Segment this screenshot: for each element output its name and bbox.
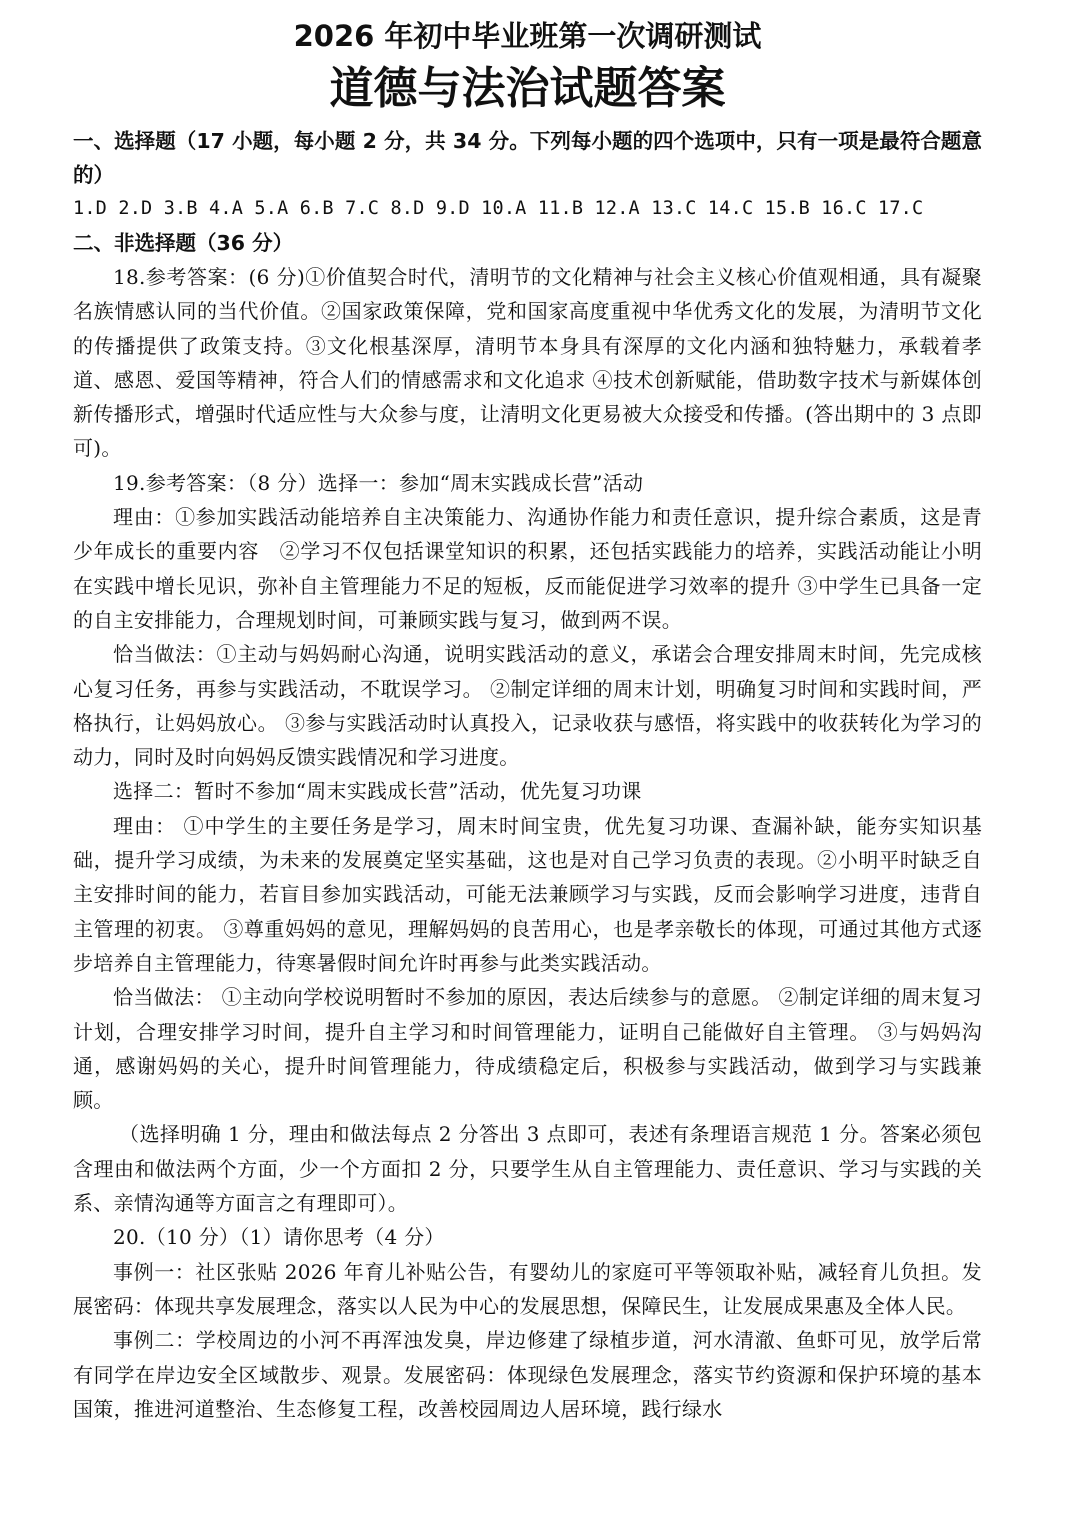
section2-heading: 二、非选择题（36 分）	[73, 231, 294, 255]
section1-heading: 一、选择题（17 小题，每小题 2 分，共 34 分。下列每小题的四个选项中，只有一项是最符合题意的）	[73, 129, 982, 187]
q19-option2-heading: 选择二：暂时不参加“周末实践成长营”活动，优先复习功课	[113, 779, 642, 804]
choice-answers: 1.D 2.D 3.B 4.A 5.A 6.B 7.C 8.D 9.D 10.A 11.B 12.A 13.C 14.C 15.B 16.C 17.C	[73, 198, 924, 219]
q18-answer: 18.参考答案：(6 分)①价值契合时代，清明节的文化精神与社会主义核心价值观相通，具有凝聚名族情感认同的当代价值。②国家政策保障，党和国家高度重视中华优秀文化的发展，为清明节文化的传播提供了政策支持。③文化根基深厚，清明节本身具有深厚的文化内涵和独特魅力，承载着孝道、感恩、爱国等精神，符合人们的情感需求和文化追求 ④技术创新赋能，借助数字技术与新媒体创新传播形式，增强时代适应性与大众参与度，让清明文化更易被大众接受和传播。(答出期中的 3 点即可)。	[73, 265, 982, 461]
q19-option1-actions: 恰当做法：①主动与妈妈耐心沟通，说明实践活动的意义，承诺会合理安排周末时间，先完成核心复习任务，再参与实践活动，不耽误学习。 ②制定详细的周末计划，明确复习时间和实践时间，严格执行，让妈妈放心。 ③参与实践活动时认真投入，记录收获与感悟，将实践中的收获转化为学习的动力，同时及时向妈妈反馈实践情况和学习进度。	[73, 642, 982, 770]
q20-example2: 事例二：学校周边的小河不再浑浊发臭，岸边修建了绿植步道，河水清澈、鱼虾可见，放学后常有同学在岸边安全区域散步、观景。发展密码：体现绿色发展理念，落实节约资源和保护环境的基本国策，推进河道整治、生态修复工程，改善校园周边人居环境，践行绿水	[73, 1328, 982, 1421]
exam-title: 2026 年初中毕业班第一次调研测试	[293, 19, 762, 53]
q20-heading: 20.（10 分）（1）请你思考（4 分）	[113, 1225, 445, 1250]
q19-heading: 19.参考答案：（8 分）选择一：参加“周末实践成长营”活动	[113, 470, 644, 495]
q19-option1-reasons: 理由：①参加实践活动能培养自主决策能力、沟通协作能力和责任意识，提升综合素质，这是青少年成长的重要内容 ②学习不仅包括课堂知识的积累，还包括实践能力的培养，实践活动能让小明在实践中增长见识，弥补自主管理能力不足的短板，反而能促进学习效率的提升 ③中学生已具备一定的自主安排能力，合理规划时间，可兼顾实践与复习，做到两不误。	[73, 505, 982, 632]
subject-title: 道德与法治试题答案	[329, 63, 726, 114]
q19-option2-reasons: 理由： ①中学生的主要任务是学习，周末时间宝贵，优先复习功课、查漏补缺，能夯实知识基础，提升学习成绩，为未来的发展奠定坚实基础，这也是对自己学习负责的表现。②小明平时缺乏自主安排时间的能力，若盲目参加实践活动，可能无法兼顾学习与实践，反而会影响学习进度，违背自主管理的初衷。 ③尊重妈妈的意见，理解妈妈的良苦用心，也是孝亲敬长的体现，可通过其他方式逐步培养自主管理能力，待寒暑假时间允许时再参与此类实践活动。	[73, 813, 982, 975]
q19-scoring-note: （选择明确 1 分，理由和做法每点 2 分答出 3 点即可，表述有条理语言规范 1 分。答案必须包含理由和做法两个方面，少一个方面扣 2 分，只要学生从自主管理能力、责任意识、学习与实践的关系、亲情沟通等方面言之有理即可）。	[73, 1122, 982, 1216]
q19-option2-actions: 恰当做法： ①主动向学校说明暂时不参加的原因，表达后续参与的意愿。 ②制定详细的周末复习计划，合理安排学习时间，提升自主学习和时间管理能力，证明自己能做好自主管理。 ③与妈妈沟通，感谢妈妈的关心，提升时间管理能力，待成绩稳定后，积极参与实践活动，做到学习与实践兼顾。	[73, 985, 982, 1113]
q20-example1: 事例一：社区张贴 2026 年育儿补贴公告，有婴幼儿的家庭可平等领取补贴，减轻育儿负担。发展密码：体现共享发展理念，落实以人民为中心的发展思想，保障民生，让发展成果惠及全体人民。	[73, 1259, 982, 1318]
